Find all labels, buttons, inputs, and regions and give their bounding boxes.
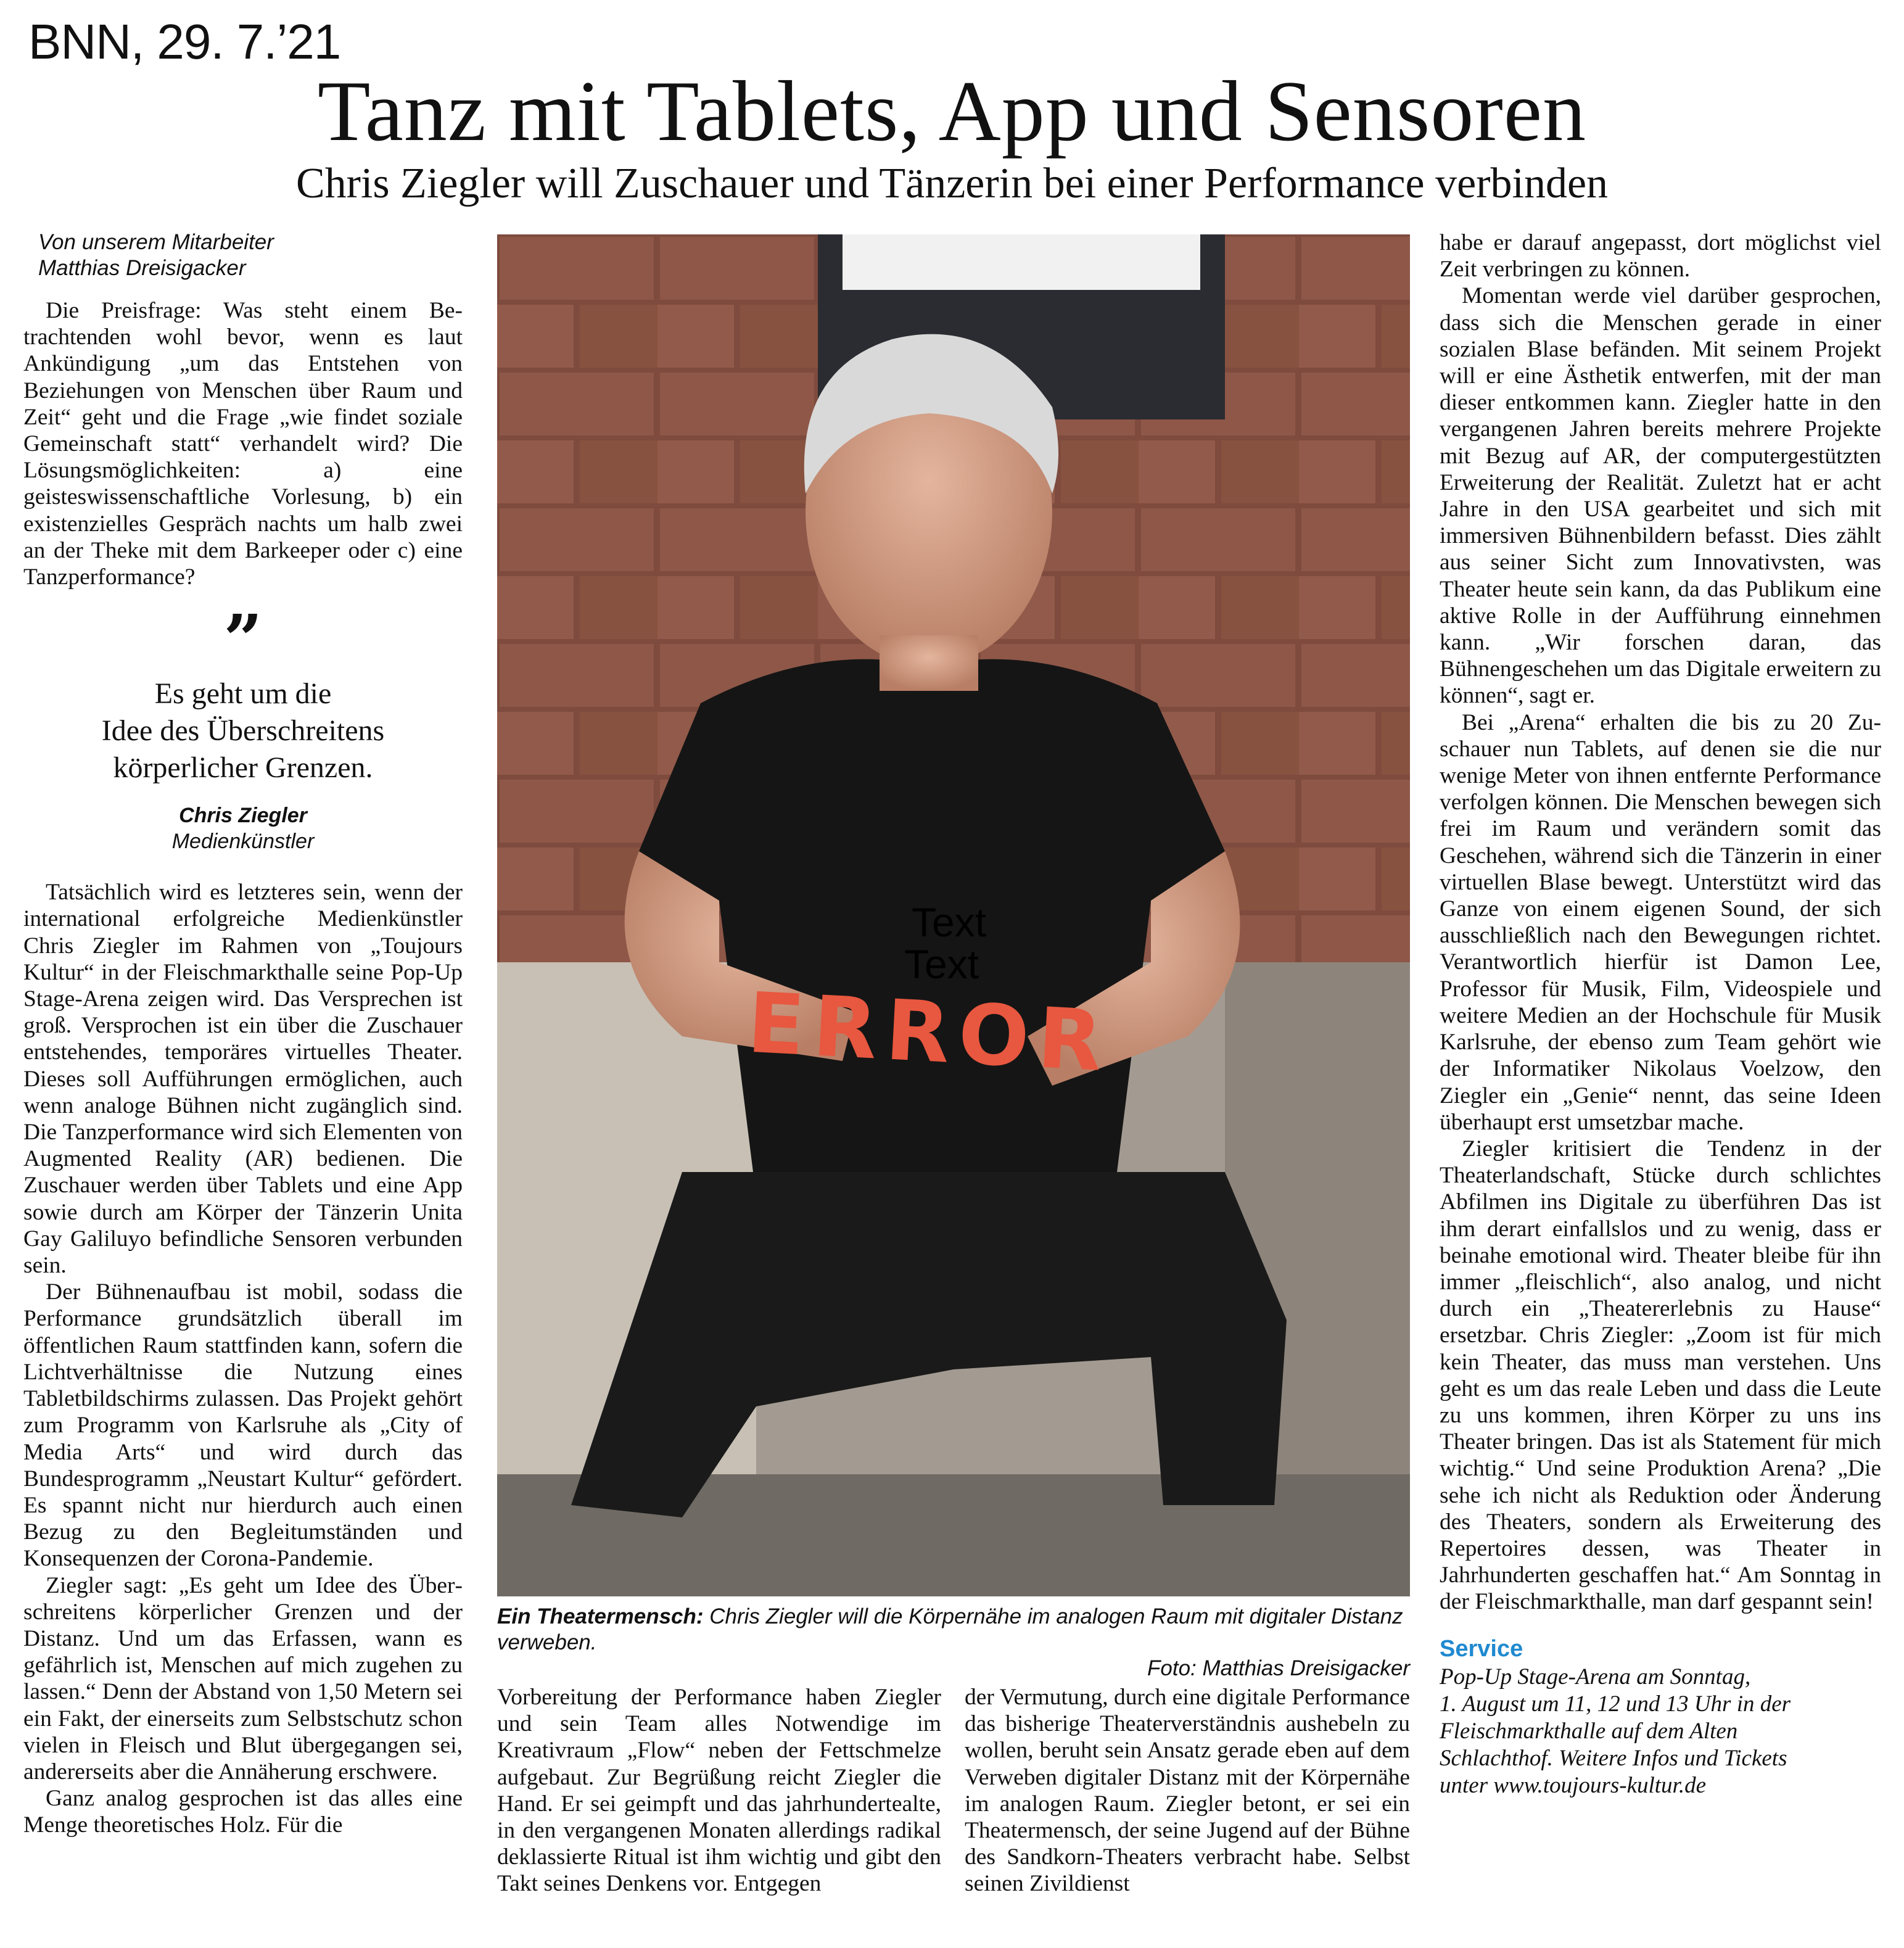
quote-mark-icon: ”	[223, 600, 263, 680]
byline	[38, 229, 463, 281]
pullquote-name: Chris Ziegler	[179, 804, 307, 828]
pullquote-line-2: Idee des Überschreitens	[101, 714, 385, 748]
paragraph: Der Bühnenaufbau ist mobil, sodass die Performance grundsätzlich überall im öffentlichen Raum stattfinden kann, sofern die Lichtverhältnisse die Nutzung eines Tabletbildschirms zulassen. Das Projekt gehört zum Programm von Karlsruhe als „City of Media Arts“ und wird durch das Bundesprogramm „Neustart Kultur“ gefördert. Es spannt nicht nur hierdurch auch einen Bezug zu den Begleitumständen und Konsequenzen der Corona-Pandemie.	[23, 1279, 463, 1572]
article-photo	[497, 234, 1410, 1596]
byline-author: Matthias Dreisigacker	[38, 256, 246, 280]
service-info	[1440, 1664, 1881, 1799]
caption-lead: Ein Theatermensch:	[497, 1604, 704, 1628]
service-line-5: unter www.toujours-kultur.de	[1440, 1772, 1707, 1798]
photo-overlay-text-2: Text	[904, 941, 979, 987]
paragraph: Die Preisfrage: Was steht einem Betrachtenden wohl bevor, wenn es laut Ankündigung „um das Entstehen von Beziehungen von Menschen über Raum und Zeit“ geht und die Frage „wie findet soziale Gemeinschaft statt“ verhandelt wird? Die Lösungsmöglichkeiten: a) eine geisteswissenschaftliche Vorlesung, b) ein existenzielles Gespräch nachts um halb zwei an der Theke mit dem Barkeeper oder c) eine Tanzperformance?	[23, 298, 463, 590]
paragraph: Ziegler sagt: „Es geht um Idee des Überschreitens körperlicher Grenzen und der Distanz. Und um das Erfassen, wann es gefährlich ist, Menschen auf mich zugehen zu lassen.“ Denn der Abstand von 1,50 Metern sei ein Fakt, der einerseits zum Selbstschutz schon vielen in Fleisch und Blut übergegangen sei, andererseits aber die Annäherung erschwere.	[23, 1572, 463, 1785]
paragraph: habe er darauf angepasst, dort möglichst viel Zeit verbringen zu können.	[1440, 230, 1881, 283]
column-3	[965, 1684, 1410, 1897]
photo-credit: Foto: Matthias Dreisigacker	[1147, 1656, 1410, 1680]
paragraph: der Vermutung, durch eine digitale Performance das bisherige Theaterverständnis aushebeln zu wollen, beruht sein Ansatz gerade eben auf dem Verweben digitaler Distanz mit der Körpernähe im analogen Raum. Ziegler betont, er sei ein Theatermensch, der seine Jugend auf der Bühne des Sandkorn-Theaters verbracht habe. Selbst seinen Zivildienst	[965, 1685, 1410, 1897]
service-title: Service	[1440, 1635, 1523, 1662]
subheadline: Chris Ziegler will Zuschauer und Tänzerin bei einer Performance verbinden	[295, 160, 1609, 207]
paragraph: Bei „Arena“ erhalten die bis zu 20 Zuschauer nun Tablets, auf denen sie die nur wenige Meter von ihnen entfernte Performance verfolgen können. Die Menschen bewegen sich frei im Raum und verändern somit das Geschehen, während sich die Tänzerin in einer virtuellen Blase bewegt. Unterstützt wird das Ganze von einem eigenen Sound, der sich ausschließlich nach den Bewegungen richtet. Verantwortlich hierfür ist Damon Lee, Professor für Musik, Film, Videospiele und weitere Medien an der Hochschule für Musik Karlsruhe, der ebenso zum Team gehört wie der Informatiker Nikolaus Voelzow, den Ziegler ein „Genie“ nennt, das seine Ideen überhaupt erst umsetzbar mache.	[1440, 709, 1881, 1135]
column-1	[23, 229, 463, 1839]
service-line-4: Schlachthof. Weitere Infos und Tickets	[1440, 1745, 1787, 1771]
pullquote-text	[23, 675, 463, 786]
source-line: BNN, 29. 7.’21	[28, 14, 341, 69]
paragraph: Momentan werde viel darüber gesprochen, dass sich die Menschen gerade in einer sozialen Blase befänden. Mit seinem Projekt will er eine Ästhetik entwerfen, mit der man dieser entkommen kann. Ziegler hatte in den vergangenen Jahren bereits mehrere Projekte mit Bezug auf AR, der computergestützten Erweiterung der Realität. Zuletzt hat er acht Jahre in den USA gearbeitet und sich mit immersiven Bühnenbildern befasst. Dies zählt aus seiner Sicht zum Innovativsten, was Theater heute sein kann, da das Publikum eine aktive Rolle in der Aufführung einnehmen kann. „Wir forschen daran, das Bühnengeschehen um das Digitale erweitern zu können“, sagt er.	[1440, 283, 1881, 709]
service-line-3: Fleischmarkthalle auf dem Alten	[1440, 1718, 1738, 1744]
column-2	[497, 1684, 941, 1897]
paragraph: Tatsächlich wird es letzteres sein, wenn der international erfolgreiche Medienkünstler Chris Ziegler im Rahmen von „Toujours Kultur“ in der Fleischmarkthalle seine Pop-Up Stage-Arena zeigen wird. Das Versprechen ist groß. Versprochen ist ein über die Zuschauer entstehendes, temporäres virtuelles Theater. Dieses soll Aufführungen ermöglichen, auch wenn analoge Bühnen nicht zugänglich sind. Die Tanzperformance wird sich Elementen von Augmented Reality (AR) bedienen. Die Zuschauer werden über Tablets und eine App sowie durch am Körper der Tänzerin Unita Gay Galiluyo befindliche Sensoren verbunden sein.	[23, 880, 463, 1279]
paragraph: Ziegler kritisiert die Tendenz in der Theaterlandschaft, Stücke durch schlichtes Abfilmen ins Digitale zu überführen Das ist ihm derart einfallslos und zu wenig, dass er beinahe emotional wird. Theater bleibe für ihn immer „fleischlich“, also analog, und nicht durch ein „Theatererlebnis zu Hause“ ersetzbar. Chris Ziegler: „Zoom ist für mich kein Theater, das muss man verstehen. Uns geht es um das reale Leben und dass die Leute zu uns kommen, ihren Körper zu uns ins Theater bringen. Das ist als Statement für mich wichtig.“ Und seine Produktion Arena? „Die sehe ich nicht als Reduktion oder Änderung des Theaters, sondern als Erweiterung des Repertoires dessen, was Theater in Jahrhunderten geschaffen hat.“ Am Sonntag in der Fleischmarkthalle, man darf gespannt sein!	[1440, 1136, 1881, 1615]
service-line-1: Pop-Up Stage-Arena am Sonntag,	[1440, 1664, 1751, 1690]
paragraph: Ganz analog gesprochen ist das alles eine Menge theoretisches Holz. Für die	[23, 1786, 463, 1838]
shirt-text: ERROR	[745, 974, 1113, 1091]
pullquote-role: Medienkünstler	[171, 830, 315, 854]
photo-caption	[497, 1604, 1410, 1682]
headline: Tanz mit Tablets, App und Sensoren	[317, 64, 1587, 159]
photo-overlay-text-1: Text	[912, 899, 987, 945]
pullquote-line-3: körperlicher Grenzen.	[113, 751, 373, 785]
pullquote-line-1: Es geht um die	[154, 677, 332, 711]
service-line-2: 1. August um 11, 12 und 13 Uhr in der	[1440, 1691, 1791, 1717]
caption-text: Chris Ziegler will die Körpernähe im analogen Raum mit digitaler Distanz verweben.	[497, 1604, 1403, 1654]
paragraph: Vorbereitung der Performance haben Ziegler und sein Team alles Notwendige im Kreativraum „Flow“ neben der Fettschmelze aufgebaut. Zur Begrüßung reicht Ziegler die Hand. Er sei geimpft und das jahrhundertealte, in den vergangenen Monaten allerdings radikal deklassierte Ritual ist ihm wichtig und gibt den Takt seines Denkens vor. Entgegen	[497, 1685, 941, 1897]
column-4	[1440, 229, 1881, 1799]
byline-line-1: Von unserem Mitarbeiter	[38, 230, 274, 254]
